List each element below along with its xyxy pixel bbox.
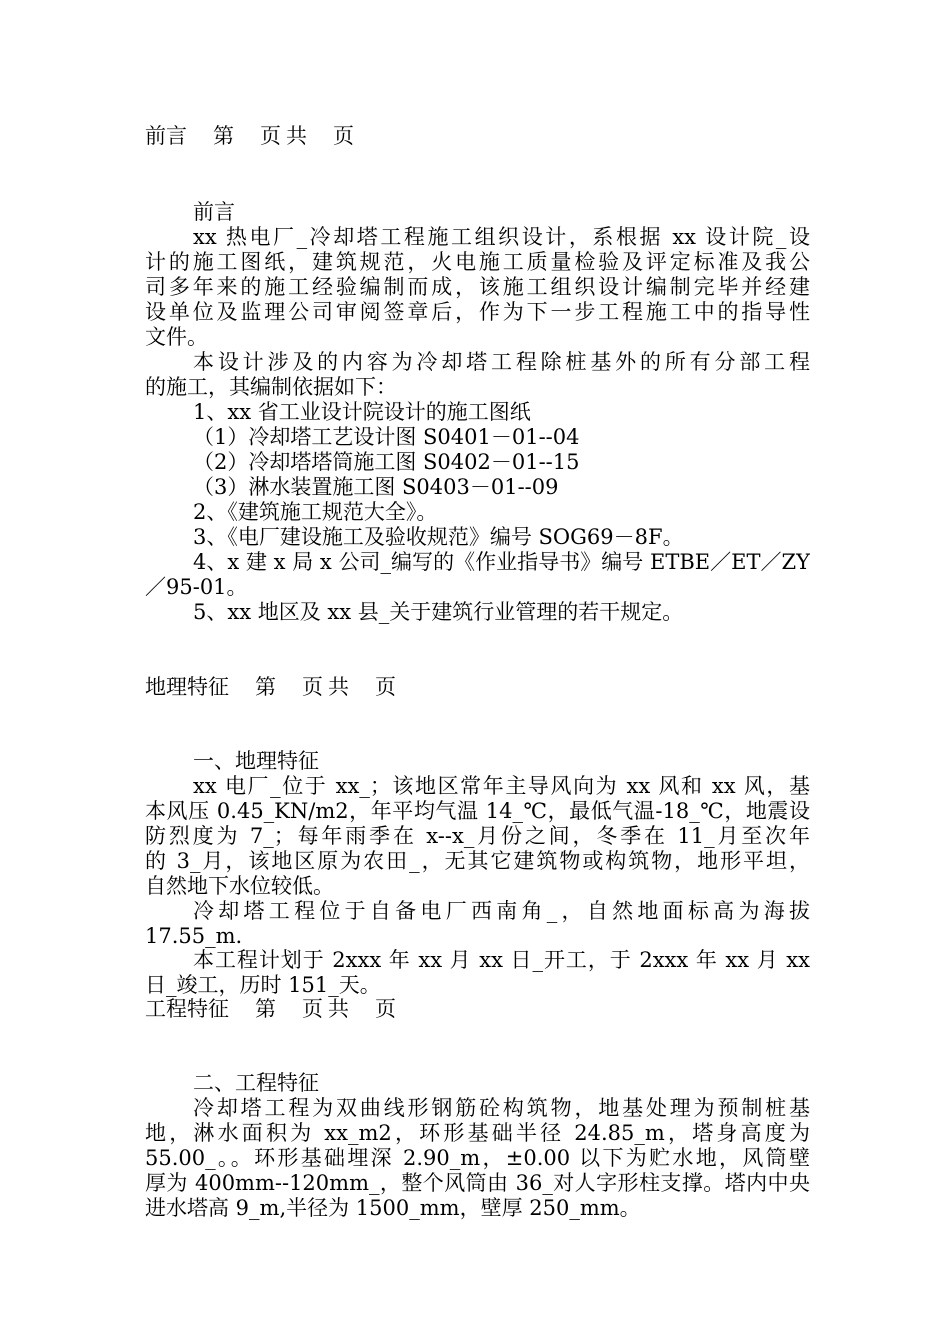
paragraph-line: 本风压 0.45_KN/m2，年平均气温 14_℃，最低气温-18_℃，地震设 [145, 799, 810, 823]
header-total-suffix: 页 [333, 124, 354, 148]
list-item: 4、x 建 x 局 x 公司_编写的《作业指导书》编号 ETBE／ET／ZY [193, 550, 810, 574]
section-header-engineering [145, 997, 810, 1022]
paragraph-line: 自然地下水位较低。 [145, 874, 334, 898]
section-heading: 二、工程特征 [193, 1071, 319, 1095]
section-heading: 前言 [193, 200, 235, 224]
header-page-suffix: 页 [302, 675, 323, 699]
paragraph-line: 进水塔高 9_m,半径为 1500_mm，壁厚 250_mm。 [145, 1196, 641, 1220]
paragraph-line: 本设计涉及的内容为冷却塔工程除桩基外的所有分部工程 [193, 350, 810, 374]
header-total-suffix: 页 [375, 997, 396, 1021]
paragraph-line: 厚为 400mm--120mm_，整个风筒由 36_对人字形柱支撑。塔内中央 [145, 1171, 810, 1195]
list-item: （1）冷却塔工艺设计图 S0401－01--04 [193, 425, 580, 449]
paragraph-line: 17.55_m. [145, 924, 243, 948]
header-page-label: 第 [213, 124, 234, 148]
header-title: 前言 [145, 124, 187, 148]
paragraph-line: 日_竣工，历时 151_天。 [145, 973, 381, 997]
section-header-geography [145, 675, 810, 700]
paragraph-line: 55.00_。。环形基础埋深 2.90_m，±0.00 以下为贮水地，风筒壁 [145, 1146, 810, 1170]
paragraph-line: 冷却塔工程为双曲线形钢筋砼构筑物，地基处理为预制桩基 [193, 1096, 810, 1120]
header-total-label: 共 [328, 675, 349, 699]
list-item: 5、xx 地区及 xx 县_关于建筑行业管理的若干规定。 [193, 600, 684, 624]
paragraph-line: 计的施工图纸，建筑规范，火电施工质量检验及评定标准及我公 [145, 250, 810, 274]
list-item: 3、《电厂建设施工及验收规范》编号 SOG69－8F。 [193, 525, 684, 549]
paragraph-line: 地，淋水面积为 xx_m2，环形基础半径 24.85_m，塔身高度为 [145, 1121, 810, 1145]
section-heading: 一、地理特征 [193, 749, 319, 773]
paragraph-line: 司多年来的施工经验编制而成，该施工组织设计编制完毕并经建 [145, 275, 810, 299]
header-page-label: 第 [255, 675, 276, 699]
paragraph-line: 冷却塔工程位于自备电厂西南角_，自然地面标高为海拔 [193, 899, 810, 923]
section-header-preface [145, 124, 810, 149]
header-page-suffix: 页 [260, 124, 281, 148]
header-title: 地理特征 [145, 675, 229, 699]
paragraph-line: xx 热电厂_冷却塔工程施工组织设计，系根据 xx 设计院_设 [193, 225, 810, 249]
header-total-suffix: 页 [375, 675, 396, 699]
header-total-label: 共 [328, 997, 349, 1021]
list-item: ／95-01。 [145, 575, 248, 599]
paragraph-line: 防烈度为 7_；每年雨季在 x--x_月份之间，冬季在 11_月至次年 [145, 824, 810, 848]
paragraph-line: 本工程计划于 2xxx 年 xx 月 xx 日_开工，于 2xxx 年 xx 月 xx [193, 948, 810, 972]
list-item: 2、《建筑施工规范大全》。 [193, 500, 438, 524]
header-title: 工程特征 [145, 997, 229, 1021]
paragraph-line: 文件。 [145, 325, 208, 349]
header-total-label: 共 [286, 124, 307, 148]
list-item: （3）淋水装置施工图 S0403－01--09 [193, 475, 559, 499]
list-item: （2）冷却塔塔筒施工图 S0402－01--15 [193, 450, 580, 474]
header-page-label: 第 [255, 997, 276, 1021]
paragraph-line: 的 3_月，该地区原为农田_，无其它建筑物或构筑物，地形平坦， [145, 849, 810, 873]
paragraph-line: xx 电厂_位于 xx_；该地区常年主导风向为 xx 风和 xx 风，基 [193, 774, 810, 798]
paragraph-line: 设单位及监理公司审阅签章后，作为下一步工程施工中的指导性 [145, 300, 810, 324]
header-page-suffix: 页 [302, 997, 323, 1021]
list-item: 1、xx 省工业设计院设计的施工图纸 [193, 400, 531, 424]
paragraph-line: 的施工，其编制依据如下： [145, 375, 397, 399]
